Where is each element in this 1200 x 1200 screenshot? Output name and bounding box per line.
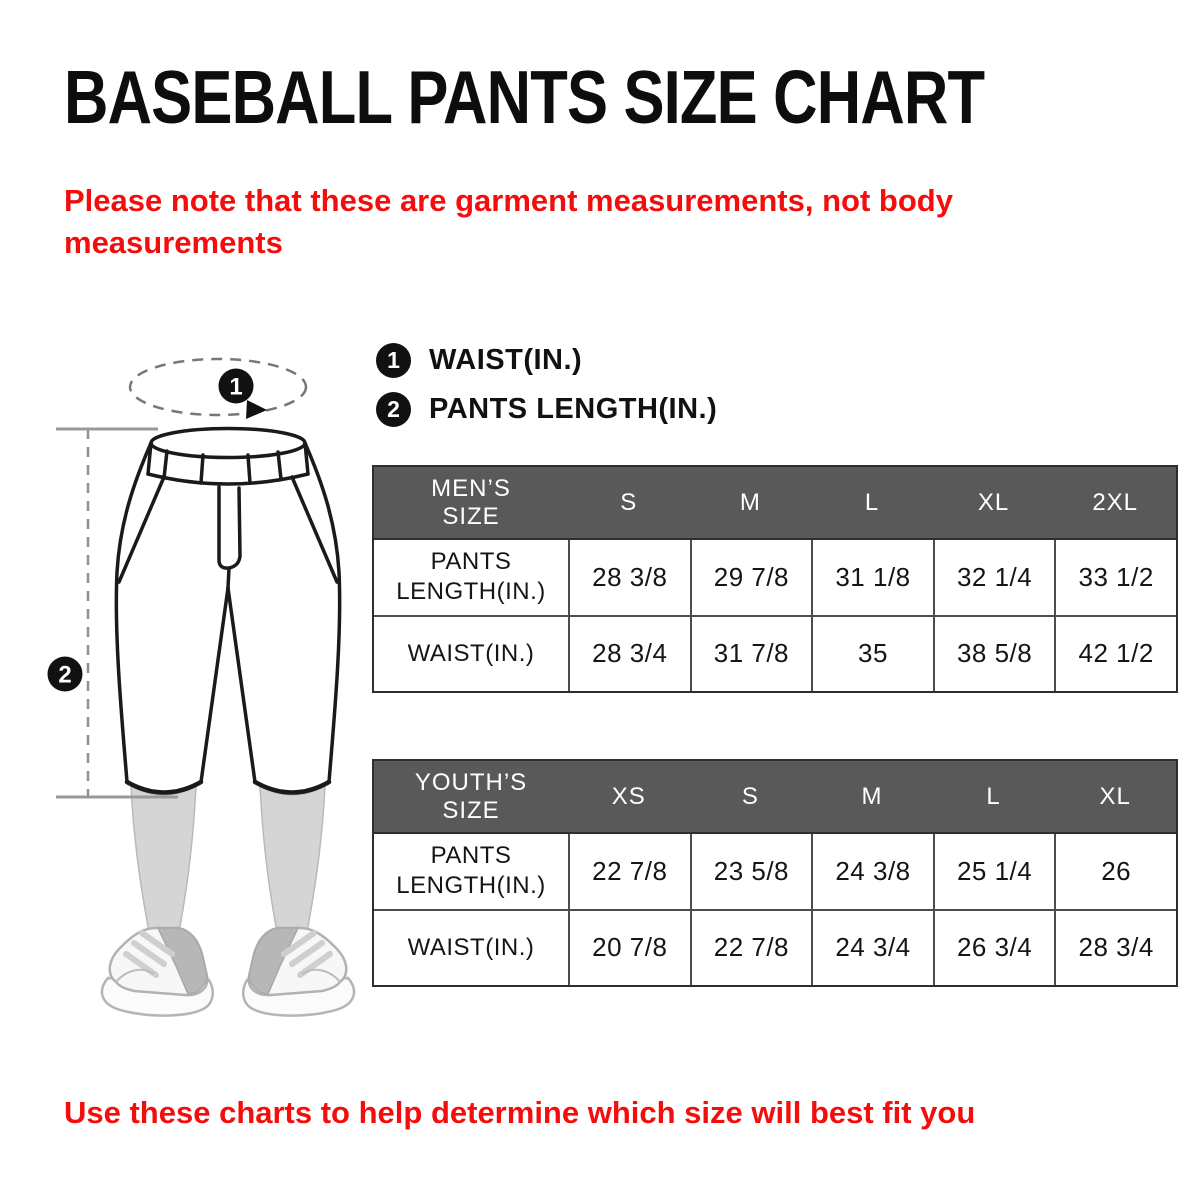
value-cell: 26 3/4 [933, 911, 1055, 986]
left-pocket-line [119, 477, 164, 582]
length-measure [48, 429, 179, 797]
pants-diagram [30, 330, 390, 1030]
fly [219, 487, 240, 568]
value-cell: 38 5/8 [933, 617, 1055, 692]
mens-size-table [372, 465, 1178, 693]
value-cell: 31 1/8 [811, 540, 933, 615]
mens-table-title: MEN’S SIZE [431, 474, 511, 530]
value-cell: 20 7/8 [568, 911, 690, 986]
pants-outline [116, 429, 339, 793]
mens-table-header [374, 467, 1176, 540]
right-shoe [243, 928, 354, 1016]
value-cell: 32 1/4 [933, 540, 1055, 615]
value-cell: 28 3/8 [568, 540, 690, 615]
value-cell: 22 7/8 [690, 911, 812, 986]
row-label: PANTS LENGTH(IN.) [396, 548, 546, 606]
size-col-header: 2XL [1092, 488, 1139, 516]
youths-table-title: YOUTH’S SIZE [414, 768, 528, 824]
left-shoe [102, 928, 213, 1016]
value-cell: 26 [1054, 834, 1176, 909]
table-row [374, 540, 1176, 615]
table-row [374, 834, 1176, 909]
row-label: PANTS LENGTH(IN.) [396, 842, 546, 900]
size-col-header: XS [611, 782, 646, 810]
row-label: WAIST(IN.) [407, 933, 535, 961]
value-cell: 29 7/8 [690, 540, 812, 615]
waistband-top [151, 429, 305, 458]
value-cell: 28 3/4 [568, 617, 690, 692]
marker-2-number: 2 [58, 661, 72, 689]
size-col-header: L [864, 488, 880, 516]
fit-advice-note: Use these charts to help determine which size will best fit you [64, 1095, 976, 1130]
size-col-header: XL [977, 488, 1010, 516]
value-cell: 28 3/4 [1054, 911, 1176, 986]
youths-table-header [374, 761, 1176, 834]
value-cell: 25 1/4 [933, 834, 1055, 909]
value-cell: 24 3/4 [811, 911, 933, 986]
size-col-header: L [986, 782, 1001, 810]
size-col-header: S [620, 488, 638, 516]
row-label: WAIST(IN.) [407, 639, 535, 667]
table-row [374, 909, 1176, 986]
right-sock [260, 786, 325, 932]
legend-item-pants-length [376, 392, 717, 427]
value-cell: 33 1/2 [1054, 540, 1176, 615]
right-pocket-line [292, 477, 337, 582]
right-inner-seam [228, 588, 255, 782]
waist-measure-ellipse [130, 359, 306, 419]
value-cell: 42 1/2 [1054, 617, 1176, 692]
marker-1-number: 1 [229, 373, 243, 401]
youths-size-table [372, 759, 1178, 987]
legend-label-waist: WAIST(IN.) [429, 344, 583, 376]
table-row [374, 615, 1176, 692]
value-cell: 22 7/8 [568, 834, 690, 909]
value-cell: 31 7/8 [690, 617, 812, 692]
left-sock [131, 786, 196, 932]
measurement-legend [376, 343, 717, 427]
right-outer-seam [305, 443, 340, 782]
size-col-header: XL [1099, 782, 1131, 810]
left-outer-seam [116, 443, 151, 782]
size-col-header: S [741, 782, 759, 810]
size-col-header: M [861, 782, 883, 810]
page-title: BASEBALL PANTS SIZE CHART [64, 55, 985, 139]
value-cell: 35 [811, 617, 933, 692]
left-inner-seam [201, 588, 228, 782]
legend-marker-2-badge: 2 [376, 392, 411, 427]
size-col-header: M [739, 488, 761, 516]
value-cell: 23 5/8 [690, 834, 812, 909]
garment-measurement-note: Please note that these are garment measurements, not body measurements [64, 183, 953, 260]
legend-item-waist [376, 343, 717, 378]
waistband-bottom [148, 474, 308, 484]
value-cell: 24 3/8 [811, 834, 933, 909]
waist-arrow-icon [246, 400, 267, 419]
legend-marker-1-badge: 1 [376, 343, 411, 378]
legend-label-pants-length: PANTS LENGTH(IN.) [429, 393, 718, 425]
